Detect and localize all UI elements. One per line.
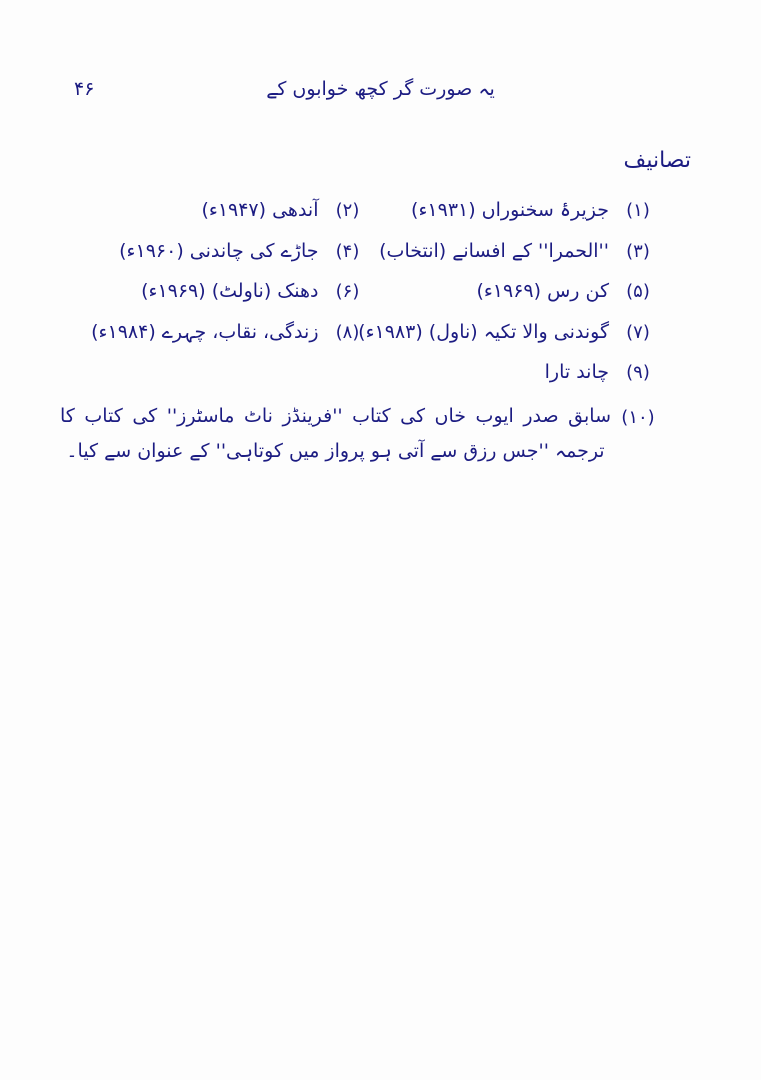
list-item	[60, 277, 701, 306]
entry-text: کن رس (۱۹۶۹ء)	[476, 280, 609, 302]
entry-number: (۵)	[626, 281, 650, 302]
list-item	[60, 196, 701, 225]
list-entry	[60, 277, 381, 306]
entry-number: (۸)	[335, 321, 360, 343]
entry-number: (۱)	[626, 200, 650, 221]
entry-number: (۶)	[335, 281, 360, 302]
list-entry	[381, 237, 702, 266]
entry-text: جاڑے کی چاندنی (۱۹۶۰ء)	[119, 239, 319, 262]
list-entry	[60, 358, 701, 387]
entry-number: (۱۰)	[621, 406, 655, 428]
list-item	[60, 237, 701, 266]
entry-number: (۴)	[335, 240, 360, 262]
entry-text: زندگی، نقاب، چہرے (۱۹۸۴ء)	[91, 320, 319, 343]
list-item-paragraph	[60, 399, 701, 469]
list-entry	[358, 318, 702, 347]
entry-number: (۹)	[626, 362, 650, 383]
works-list	[60, 196, 701, 469]
entry-text: گوندنی والا تکیہ (ناول) (۱۹۸۳ء)	[358, 320, 609, 343]
page-number: ۴۶	[74, 78, 95, 100]
entry-text: آندھی (۱۹۴۷ء)	[201, 199, 319, 221]
entry-text: جزیرۂ سخنوراں (۱۹۳۱ء)	[411, 199, 609, 221]
entry-text: دھنک (ناولٹ) (۱۹۶۹ء)	[141, 280, 319, 302]
entry-text: چاند تارا	[544, 361, 609, 383]
list-entry	[60, 237, 381, 266]
list-entry	[60, 318, 381, 347]
list-item	[60, 318, 701, 347]
section-heading: تصانیف	[623, 148, 691, 173]
running-header	[0, 78, 761, 110]
header-title: یہ صورت گر کچھ خوابوں کے	[266, 78, 495, 100]
list-item	[60, 358, 701, 387]
entry-number: (۷)	[626, 321, 650, 343]
entry-number: (۲)	[335, 200, 360, 221]
entry-number: (۳)	[626, 240, 650, 262]
list-entry	[381, 196, 702, 225]
list-entry	[60, 196, 381, 225]
entry-text: ''الحمرا'' کے افسانے (انتخاب)	[379, 239, 609, 262]
list-entry	[381, 277, 702, 306]
entry-text: سابق صدر ایوب خاں کی کتاب ''فرینڈز ناٹ ماسٹرز'' کی کتاب کا ترجمہ ''جس رزق سے آتی ہو پرواز میں کوتاہی'' کے عنوان سے کیا۔	[60, 404, 611, 462]
